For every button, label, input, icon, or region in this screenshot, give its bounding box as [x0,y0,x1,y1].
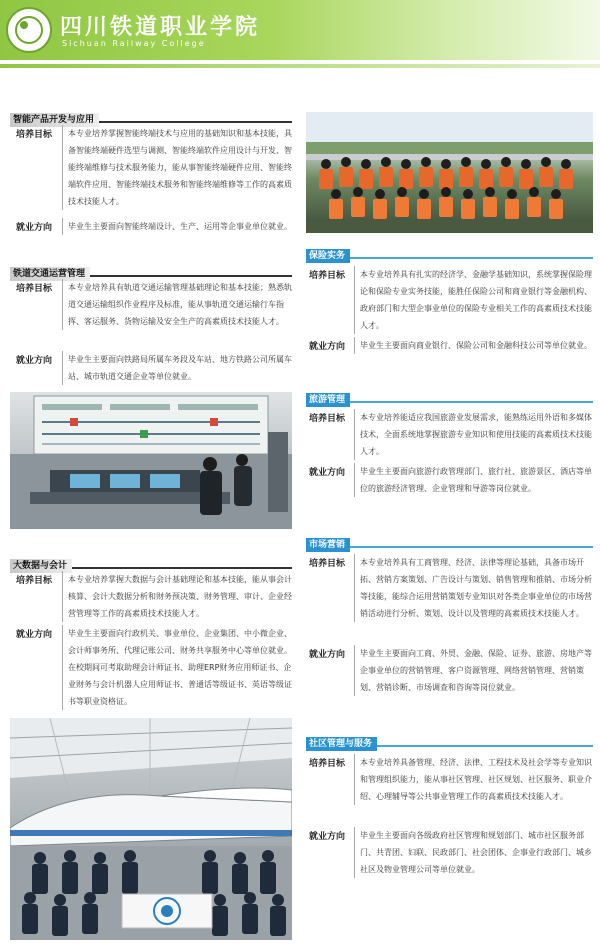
section-heading-insurance [306,243,593,259]
control-room-photo [10,392,292,529]
job-label: 就业方向 [309,832,346,842]
goal-label: 培养目标 [16,130,53,140]
job-text: 毕业生主要面向智能终端设计、生产、运用等企事业单位就业。 [62,218,294,235]
student-group-illustration [306,112,593,233]
goal-label: 培养目标 [16,576,53,586]
goal-text: 本专业培养掌握智能终端技术与应用的基础知识和基本技能，具备智能终端硬件选型与调测、智能终端软件应用设计与开发、智能终端维修与技术服务能力，能从事智能终端硬件应用、智能终端软件应用、智能终端技术服务和智能终端维修等工作的高素质技术技能人才。 [62,125,294,210]
section-heading-smart [10,107,292,123]
goal-text: 本专业培养具有工商管理、经济、法律等理论基础，具备市场开拓、营销方案策划、广告设计与策划、销售管理和推销、市场分析等技能，能综合运用营销策划专业知识对各类企事业单位的市场营销活动进行分析、策划、设计以及管理的高素质技术技能人才。 [354,554,594,622]
section-title: 智能产品开发与应用 [10,113,99,127]
job-text: 毕业生主要面向各级政府社区管理和规划部门、城市社区服务部门、共青团、妇联、民政部门、社会团体、企事业行政部门、城乡社区及物业管理公司等单位就业。 [354,827,594,878]
job-text: 毕业生主要面向商业银行、保险公司和金融科技公司等单位就业。 [354,337,594,354]
goal-label: 培养目标 [309,414,346,424]
section-title: 市场营销 [306,538,350,552]
job-text: 毕业生主要面向铁路局所属车务段及车站、地方铁路公司所属车站、城市轨道交通企业等单位就业。 [62,351,294,385]
header-divider [0,64,600,68]
job-label: 就业方向 [309,342,346,352]
goal-label: 培养目标 [309,559,346,569]
logo-center [20,21,28,29]
school-logo [6,7,52,53]
section-heading-community [306,731,593,747]
goal-label: 培养目标 [16,284,53,294]
logo-ring [15,16,43,44]
job-label: 就业方向 [16,223,53,233]
train-depot-illustration [10,718,292,940]
section-title: 旅游管理 [306,393,350,407]
goal-label: 培养目标 [309,759,346,769]
section-heading-bigdata [10,553,292,569]
student-group-photo [306,112,593,233]
goal-text: 本专业培养掌握大数据与会计基础理论和基本技能，能从事会计核算、会计大数据分析和财务预决策、财务管理、审计、企业经营管理等工作的高素质技术技能人才。 [62,571,294,622]
school-name-en: Sichuan Railway College [62,39,206,48]
job-text: 毕业生主要面向工商、外贸、金融、保险、证券、旅游、房地产等企事业单位的营销管理、客户资源管理、网络营销管理、营销策划、营销诊断、市场调查和咨询等岗位就业。 [354,645,594,696]
job-text: 毕业生主要面向旅游行政管理部门、旅行社、旅游景区、酒店等单位的旅游经济管理、企业管理和导游等岗位就业。 [354,463,594,497]
job-text: 毕业生主要面向行政机关、事业单位、企业集团、中小微企业、会计师事务所、代理记账公司、财务共享服务中心等单位就业。在校期间可考取助理会计师证书、助理ERP财务应用师证书、企业财务与会计机器人应用师证书、普通话等级证书、英语等级证书等职业资格证。 [62,625,294,710]
section-heading-marketing [306,532,593,548]
header-banner [0,0,600,60]
goal-text: 本专业培养具有扎实的经济学、金融学基础知识，系统掌握保险理论和保险专业实务技能，能胜任保险公司和商业银行等金融机构、政府部门和大型企事业单位的保险专业相关工作的高素质技术技能人才。 [354,266,594,334]
section-title: 社区管理与服务 [306,737,377,751]
goal-text: 本专业培养具有轨道交通运输管理基础理论和基本技能；熟悉轨道交通运输组织作业程序及标准，能从事轨道交通运输行车指挥、客运服务、货物运输及安全生产的高素质技术技能人才。 [62,279,294,330]
section-title: 铁道交通运营管理 [10,267,90,281]
job-label: 就业方向 [16,356,53,366]
job-label: 就业方向 [16,630,53,640]
job-label: 就业方向 [309,468,346,478]
section-title: 保险实务 [306,249,350,263]
section-heading-tourism [306,387,593,403]
train-depot-group-photo [10,718,292,940]
section-title: 大数据与会计 [10,559,72,573]
job-label: 就业方向 [309,650,346,660]
goal-text: 本专业培养具备管理、经济、法律、工程技术及社会学等专业知识和管理组织能力，能从事社区管理、社区规划、社区服务、职业介绍、心理辅导等公共事业管理工作的高素质技术技能人才。 [354,754,594,805]
school-name: 四川铁道职业学院 [60,14,261,40]
section-heading-rail [10,261,292,277]
control-room-illustration [10,392,292,529]
goal-label: 培养目标 [309,271,346,281]
goal-text: 本专业培养能适应我国旅游业发展需求，能熟练运用外语和多媒体技术，全面系统地掌握旅游专业知识和使用技能的高素质技术技能人才。 [354,409,594,460]
